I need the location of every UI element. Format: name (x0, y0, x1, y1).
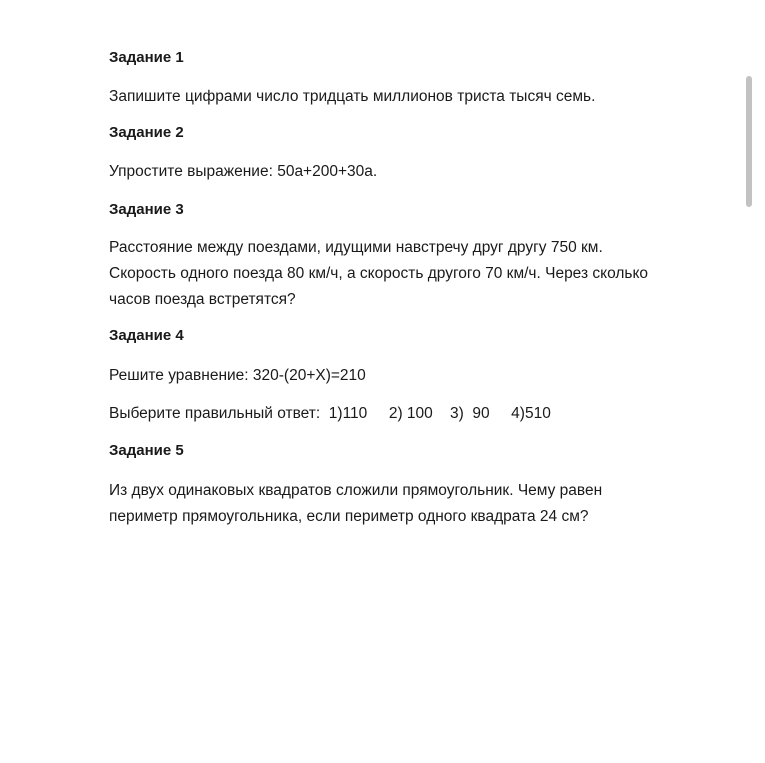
task-2-heading: Задание 2 (109, 124, 184, 141)
task-4-answer-options: Выберите правильный ответ: 1)110 2) 100 3) 90 4)510 (109, 405, 551, 422)
vertical-scrollbar[interactable] (746, 76, 752, 207)
task-2-text: Упростите выражение: 50а+200+30а. (109, 163, 378, 180)
task-3-heading: Задание 3 (109, 201, 184, 218)
task-5-heading: Задание 5 (109, 442, 184, 459)
task-1-heading: Задание 1 (109, 49, 184, 66)
task-4-equation: Решите уравнение: 320-(20+Х)=210 (109, 367, 366, 384)
task-4-heading: Задание 4 (109, 327, 184, 344)
task-5-text-line-1: Из двух одинаковых квадратов сложили прямоугольник. Чему равен (109, 482, 603, 499)
task-3-text-line-3: часов поезда встретятся? (109, 291, 296, 308)
task-1-text: Запишите цифрами число тридцать миллионов триста тысяч семь. (109, 88, 596, 105)
task-3-text-line-2: Скорость одного поезда 80 км/ч, а скорость другого 70 км/ч. Через сколько (109, 265, 649, 282)
task-5-text-line-2: периметр прямоугольника, если периметр одного квадрата 24 см? (109, 508, 589, 525)
task-3-text-line-1: Расстояние между поездами, идущими навстречу друг другу 750 км. (109, 239, 603, 256)
